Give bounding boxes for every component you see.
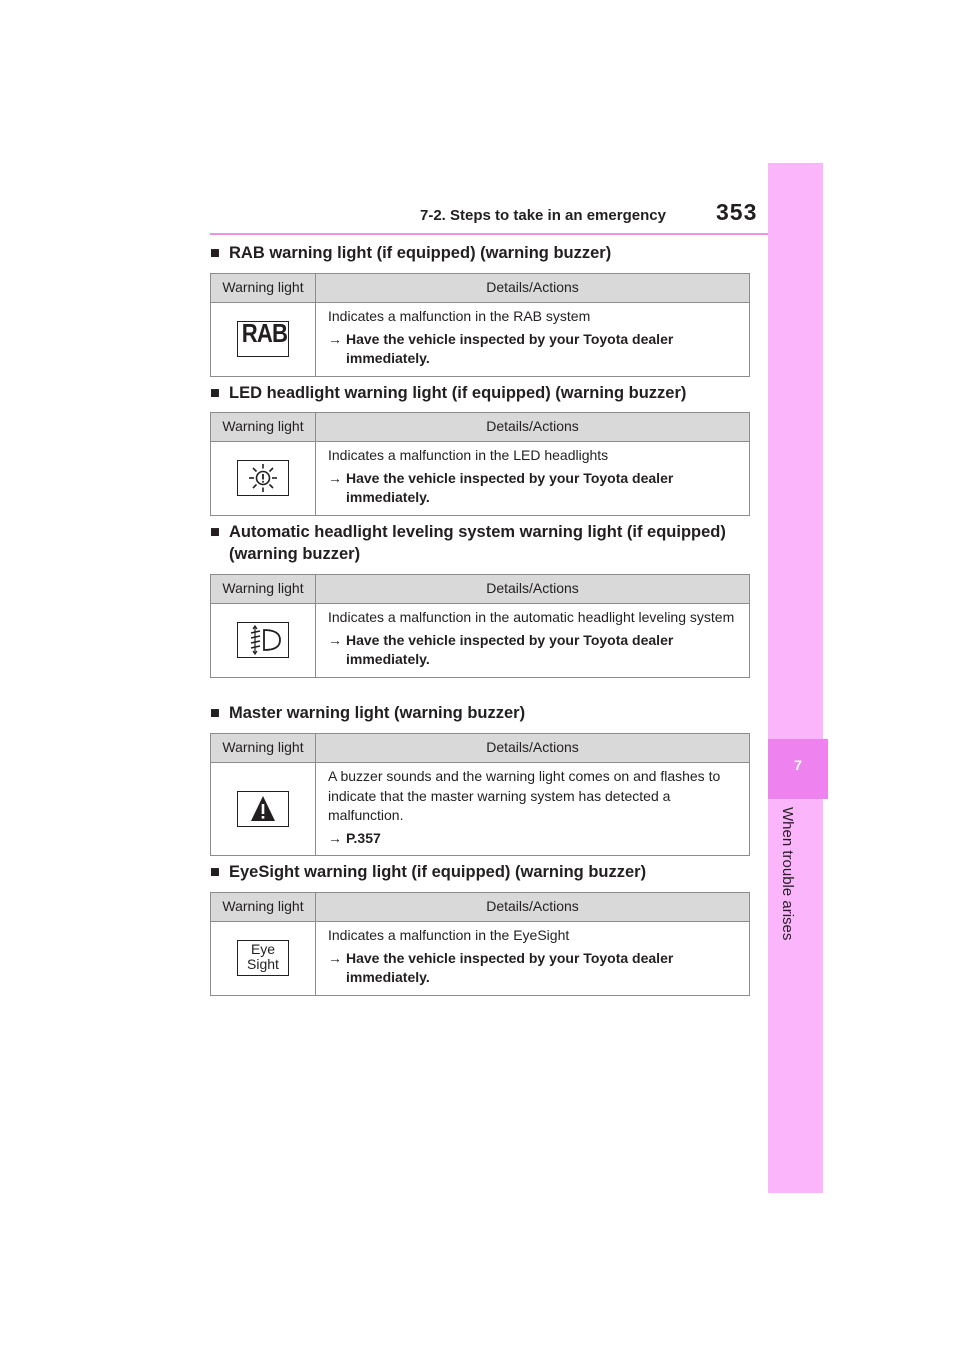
details-description: Indicates a malfunction in the EyeSight — [328, 927, 570, 943]
eyesight-warning-icon: Eye Sight — [237, 940, 289, 976]
led-headlight-warning-icon — [237, 460, 289, 496]
running-header-section: 7-2. Steps to take in an emergency — [420, 207, 666, 224]
details-description: Indicates a malfunction in the RAB system — [328, 308, 591, 324]
page-number: 353 — [716, 199, 758, 225]
warning-light-cell — [211, 442, 316, 516]
action-line: → Have the vehicle inspected by your Toyota dealer immediately. — [328, 949, 674, 985]
table-header-row — [211, 575, 750, 604]
table-row — [211, 763, 750, 856]
chapter-number: 7 — [794, 757, 802, 773]
rab-warning-icon: RAB — [237, 321, 289, 357]
column-header-warning-light: Warning light — [211, 274, 316, 303]
bullet-icon: ■ — [210, 863, 220, 881]
bullet-icon: ■ — [210, 523, 220, 541]
warning-light-cell — [211, 303, 316, 377]
table-header-row — [211, 274, 750, 303]
details-description: Indicates a malfunction in the automatic headlight leveling system — [328, 609, 735, 625]
section-title-eyesight: ■ EyeSight warning light (if equipped) (warning buzzer) — [210, 863, 647, 881]
table-header-row — [211, 734, 750, 763]
column-header-warning-light: Warning light — [211, 413, 316, 442]
warning-table-headlight-leveling — [210, 574, 750, 678]
table-row — [211, 922, 750, 996]
column-header-warning-light: Warning light — [211, 893, 316, 922]
master-warning-icon — [237, 791, 289, 827]
details-description: Indicates a malfunction in the LED headlights — [328, 447, 609, 463]
section-title-led-headlight: ■ LED headlight warning light (if equipped) (warning buzzer) — [210, 384, 687, 402]
table-row — [211, 442, 750, 516]
chapter-number-tab — [768, 739, 828, 799]
arrow-icon: → — [328, 469, 342, 486]
warning-table-eyesight — [210, 892, 750, 996]
page-reference-link[interactable]: P.357 — [346, 829, 381, 846]
column-header-details: Details/Actions — [316, 413, 750, 442]
details-cell — [316, 604, 750, 678]
bullet-icon: ■ — [210, 704, 220, 722]
details-cell — [316, 442, 750, 516]
arrow-icon: → — [328, 330, 342, 347]
warning-table-led-headlight — [210, 412, 750, 516]
action-line: → Have the vehicle inspected by your Toyota dealer immediately. — [328, 330, 674, 366]
table-header-row — [211, 413, 750, 442]
warning-light-cell — [211, 604, 316, 678]
chapter-title: When trouble arises — [779, 807, 796, 941]
details-description: A buzzer sounds and the warning light comes on and flashes to indicate that the master warning system has detected a malfunction. — [328, 768, 721, 823]
warning-table-rab — [210, 273, 750, 377]
column-header-details: Details/Actions — [316, 274, 750, 303]
column-header-details: Details/Actions — [316, 734, 750, 763]
warning-table-master-warning — [210, 733, 750, 856]
section-title-headlight-leveling: ■ Automatic headlight leveling system warning light (if equipped) (warning buzzer) — [210, 523, 726, 563]
warning-light-cell — [211, 922, 316, 996]
action-line: → Have the vehicle inspected by your Toyota dealer immediately. — [328, 631, 674, 667]
arrow-icon: → — [328, 631, 342, 648]
column-header-warning-light: Warning light — [211, 575, 316, 604]
details-cell — [316, 922, 750, 996]
arrow-icon: → — [328, 949, 342, 966]
headlight-leveling-warning-icon — [237, 622, 289, 658]
bullet-icon: ■ — [210, 384, 220, 402]
column-header-details: Details/Actions — [316, 893, 750, 922]
table-header-row — [211, 893, 750, 922]
bullet-icon: ■ — [210, 244, 220, 262]
warning-light-cell — [211, 763, 316, 856]
action-line: → Have the vehicle inspected by your Toyota dealer immediately. — [328, 469, 674, 505]
chapter-side-tab — [768, 163, 823, 1193]
action-line — [328, 829, 741, 849]
table-row — [211, 303, 750, 377]
column-header-warning-light: Warning light — [211, 734, 316, 763]
details-cell — [316, 303, 750, 377]
column-header-details: Details/Actions — [316, 575, 750, 604]
details-cell — [316, 763, 750, 856]
arrow-icon: → — [328, 829, 342, 846]
table-row — [211, 604, 750, 678]
header-divider — [210, 233, 768, 235]
section-title-master-warning: ■ Master warning light (warning buzzer) — [210, 704, 526, 722]
section-title-rab: ■ RAB warning light (if equipped) (warning buzzer) — [210, 244, 612, 262]
